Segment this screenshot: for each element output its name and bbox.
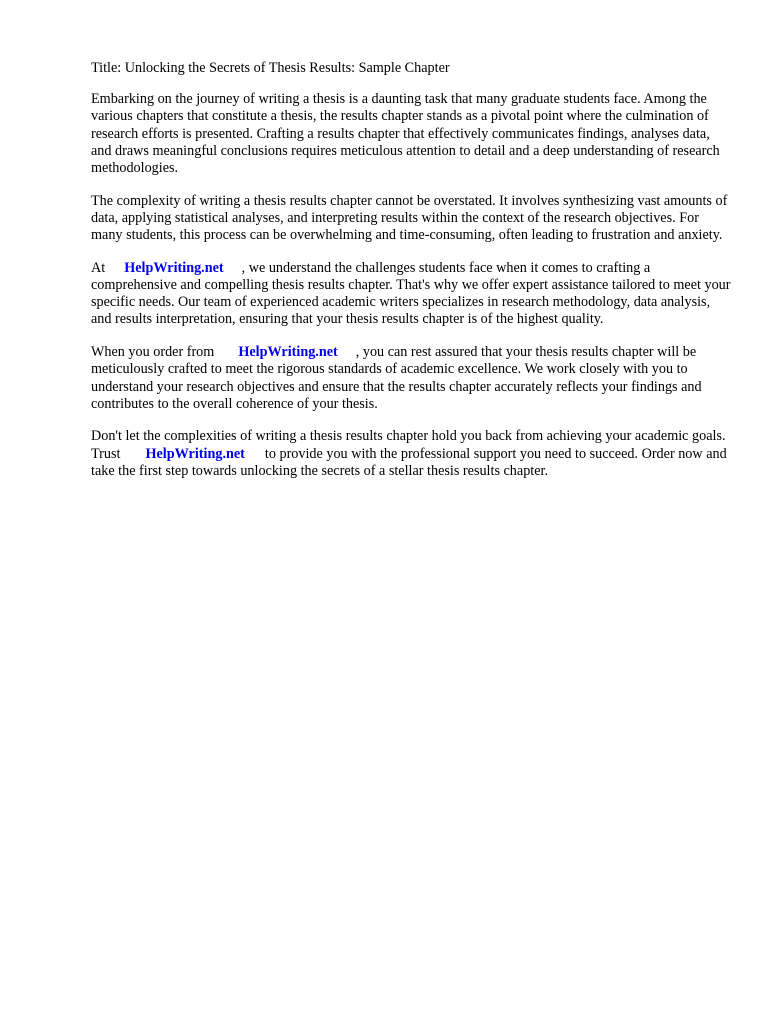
- paragraph-service: [91, 260, 731, 329]
- paragraph-order-rest: , you can rest assured that your thesis results chapter will be meticulously crafted to meet the rigorous standards of academic excellence. We work closely with you to understand your research objectives and ensure that the results chapter accurately reflects your findings and contributes to the overall coherence of your thesis.: [91, 344, 702, 412]
- document-title: Title: Unlocking the Secrets of Thesis Results: Sample Chapter: [91, 60, 450, 76]
- helpwriting-link[interactable]: HelpWriting.net: [238, 344, 338, 361]
- helpwriting-link[interactable]: HelpWriting.net: [124, 259, 224, 276]
- paragraph-closing-rest: to provide you with the professional support you need to succeed. Order now and take the first step towards unlocking the secrets of a stellar thesis results chapter.: [91, 445, 727, 479]
- paragraph-service-rest: , we understand the challenges students face when it comes to crafting a comprehensive and compelling thesis results chapter. That's why we offer expert assistance tailored to meet your specific needs. Our team of experienced academic writers specializes in research methodology, data analysis, and results interpretation, ensuring that your thesis results chapter is of the highest quality.: [91, 259, 731, 328]
- paragraph-complexity: The complexity of writing a thesis results chapter cannot be overstated. It involves synthesizing vast amounts of data, applying statistical analyses, and interpreting results within the context of the research objectives. For many students, this process can be overwhelming and time-consuming, often leading to frustration and anxiety.: [91, 192, 728, 244]
- paragraph-service-lead: At: [91, 259, 106, 276]
- paragraph-order-lead: When you order from: [91, 344, 215, 361]
- paragraph-intro: Embarking on the journey of writing a thesis is a daunting task that many graduate students face. Among the various chapters that constitute a thesis, the results chapter stands as a pivotal point where the culmination of research efforts is presented. Crafting a results chapter that effectively communicates findings, analyses data, and draws meaningful conclusions requires meticulous attention to detail and a deep understanding of research methodologies.: [91, 91, 720, 177]
- paragraph-order: [91, 344, 731, 413]
- paragraph-closing-lead: Don't let the complexities of writing a thesis results chapter hold you back from achieving your academic goals. Trust: [91, 428, 726, 462]
- document-body: [91, 60, 731, 496]
- paragraph-closing: [91, 428, 731, 480]
- helpwriting-link[interactable]: HelpWriting.net: [145, 445, 245, 462]
